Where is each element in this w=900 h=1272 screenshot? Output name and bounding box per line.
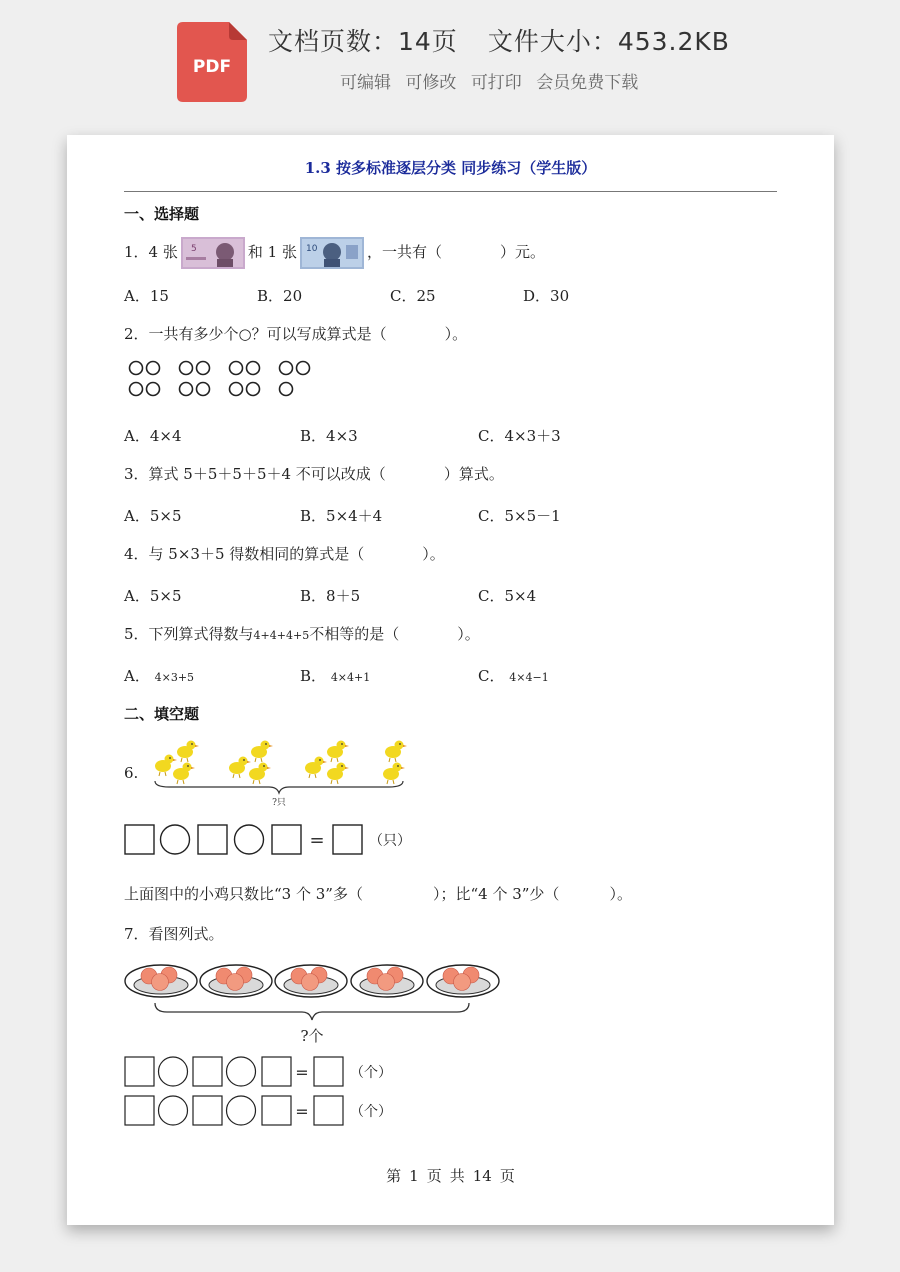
question-2 — [124, 323, 467, 344]
feature-member-free: 会员免费下载 — [536, 73, 639, 93]
chick-group-4 — [383, 741, 407, 785]
page-footer — [67, 1165, 834, 1186]
q5-option-c[interactable] — [478, 665, 549, 686]
chick-icon — [229, 757, 251, 779]
q5-option-c-expr: 4×4−1 — [509, 671, 549, 684]
title-divider — [124, 191, 777, 192]
peach-plate — [125, 965, 197, 997]
q3-option-b[interactable]: B．5×4＋4 — [300, 507, 383, 525]
chick-group-3 — [305, 741, 349, 785]
section-heading-fill: 二、填空题 — [124, 705, 200, 723]
answer-box — [198, 825, 227, 854]
answer-box — [333, 825, 362, 854]
download-header — [0, 0, 900, 120]
feature-list — [340, 68, 647, 93]
q5-option-a-expr: 4×3+5 — [154, 671, 195, 684]
answer-box — [272, 825, 301, 854]
feature-editable: 可编辑 — [340, 73, 391, 93]
q6-equation-frame — [124, 823, 414, 857]
peach-plates-figure — [122, 957, 504, 1049]
peach-plate — [351, 965, 423, 997]
equals-sign: = — [295, 1063, 309, 1082]
footer-ye-2: 页 — [499, 1167, 515, 1185]
q3-text: 3．算式 5＋5＋5＋5＋4 不可以改成（ — [124, 465, 386, 483]
chick-icon — [249, 763, 271, 785]
page-count: 文档页数：14页 — [268, 27, 458, 56]
chick-icon — [383, 763, 405, 785]
section-heading-choice: 一、选择题 — [124, 205, 200, 223]
footer-di: 第 — [386, 1167, 402, 1185]
chick-icon — [327, 741, 349, 763]
pdf-file-icon — [177, 22, 247, 102]
file-size: 文件大小：453.2KB — [487, 27, 730, 56]
question-6-number: 6. — [124, 764, 139, 782]
chick-icon — [173, 763, 195, 785]
q2-end: ）。 — [444, 325, 468, 343]
q7-unit: （个） — [350, 1065, 392, 1081]
peach-plate — [200, 965, 272, 997]
feature-printable: 可打印 — [470, 73, 522, 93]
q3-option-a[interactable]: A．5×5 — [124, 507, 182, 525]
q1-text-a: 1．4 张 — [124, 243, 178, 261]
chicks-figure — [149, 735, 409, 807]
ten-yuan-banknote-image — [300, 237, 364, 269]
peach-plate — [427, 965, 499, 997]
question-1 — [124, 237, 545, 269]
peach-brace-label: ?个 — [300, 1027, 324, 1045]
chick-icon — [177, 741, 199, 763]
operator-circle — [161, 825, 190, 854]
q4-option-a[interactable]: A．5×5 — [124, 587, 182, 605]
q3-end: ）算式。 — [443, 465, 504, 483]
q4-option-c[interactable]: C．5×4 — [478, 587, 537, 605]
operator-circle — [235, 825, 264, 854]
q5-expression: 4+4+4+5 — [253, 629, 310, 642]
chick-icon — [327, 763, 349, 785]
q2-option-b[interactable]: B．4×3 — [300, 427, 358, 445]
chick-group-1 — [155, 741, 199, 785]
q7-equation-frame-2 — [124, 1094, 414, 1128]
question-5 — [124, 623, 480, 644]
footer-page-number: 1 — [409, 1167, 419, 1185]
q1-option-d[interactable]: D．30 — [523, 287, 570, 305]
equals-sign: = — [295, 1102, 309, 1121]
q1-text-b: 和 1 张 — [247, 243, 297, 261]
q5-text: 5．下列算式得数与 — [124, 625, 254, 643]
document-page — [67, 135, 834, 1225]
q1-option-c[interactable]: C．25 — [390, 287, 436, 305]
q6-line-a: 上面图中的小鸡只数比“3 个 3”多（ — [124, 885, 363, 903]
question-6-fill-line — [124, 883, 632, 904]
q6-unit: （只） — [369, 833, 411, 849]
question-4 — [124, 543, 445, 564]
q2-text: 2．一共有多少个○？可以写成算式是（ — [124, 325, 387, 343]
q7-equation-frame-1 — [124, 1055, 414, 1089]
q5-text-2: 不相等的是（ — [309, 625, 400, 643]
q5-option-a[interactable] — [124, 665, 194, 686]
document-title: 1.3 按多标准逐层分类 同步练习（学生版） — [304, 159, 597, 177]
bill2-value: 10 — [305, 244, 318, 254]
q5-end: ）。 — [457, 625, 480, 643]
chick-group-2 — [229, 741, 273, 785]
q5-option-c-label: C． — [478, 667, 505, 685]
q1-option-a[interactable]: A．15 — [124, 287, 169, 305]
q4-option-b[interactable]: B．8＋5 — [300, 587, 361, 605]
footer-ye: 页 — [426, 1167, 442, 1185]
q3-option-c[interactable]: C．5×5－1 — [478, 507, 561, 525]
question-7: 7．看图列式。 — [124, 925, 224, 943]
answer-box — [125, 825, 154, 854]
q2-option-c[interactable]: C．4×3＋3 — [478, 427, 561, 445]
file-info-title — [268, 22, 730, 58]
footer-gong: 共 — [449, 1167, 465, 1185]
q1-option-b[interactable]: B．20 — [257, 287, 303, 305]
feature-modifiable: 可修改 — [405, 73, 457, 93]
footer-total-pages: 14 — [472, 1167, 492, 1185]
chick-icon — [385, 741, 407, 763]
question-3 — [124, 463, 504, 484]
equals-sign: = — [309, 830, 325, 851]
q1-text-c: ，一共有（ — [366, 243, 442, 261]
chick-icon — [251, 741, 273, 763]
q1-text-d: ）元。 — [499, 243, 545, 261]
q7-unit: （个） — [350, 1104, 392, 1120]
q5-option-b[interactable] — [300, 665, 370, 686]
chicks-brace — [155, 781, 403, 793]
q6-line-c: ）。 — [609, 885, 632, 903]
five-yuan-banknote-image — [181, 237, 245, 269]
bill1-value: 5 — [190, 244, 197, 254]
q4-text: 4．与 5×3＋5 得数相同的算式是（ — [124, 545, 365, 563]
pdf-label: PDF — [192, 57, 232, 77]
q6-line-b: ）；比“4 个 3”少（ — [432, 885, 560, 903]
q5-option-b-expr: 4×4+1 — [330, 671, 371, 684]
q2-option-a[interactable]: A．4×4 — [124, 427, 182, 445]
peach-brace — [155, 1003, 469, 1020]
q5-option-b-label: B． — [300, 667, 327, 685]
chick-icon — [305, 757, 327, 779]
circle-groups-figure — [127, 359, 317, 399]
q5-option-a-label: A． — [124, 667, 150, 685]
peach-plate — [275, 965, 347, 997]
q4-end: ）。 — [422, 545, 445, 563]
chicks-brace-label: ?只 — [272, 798, 286, 807]
